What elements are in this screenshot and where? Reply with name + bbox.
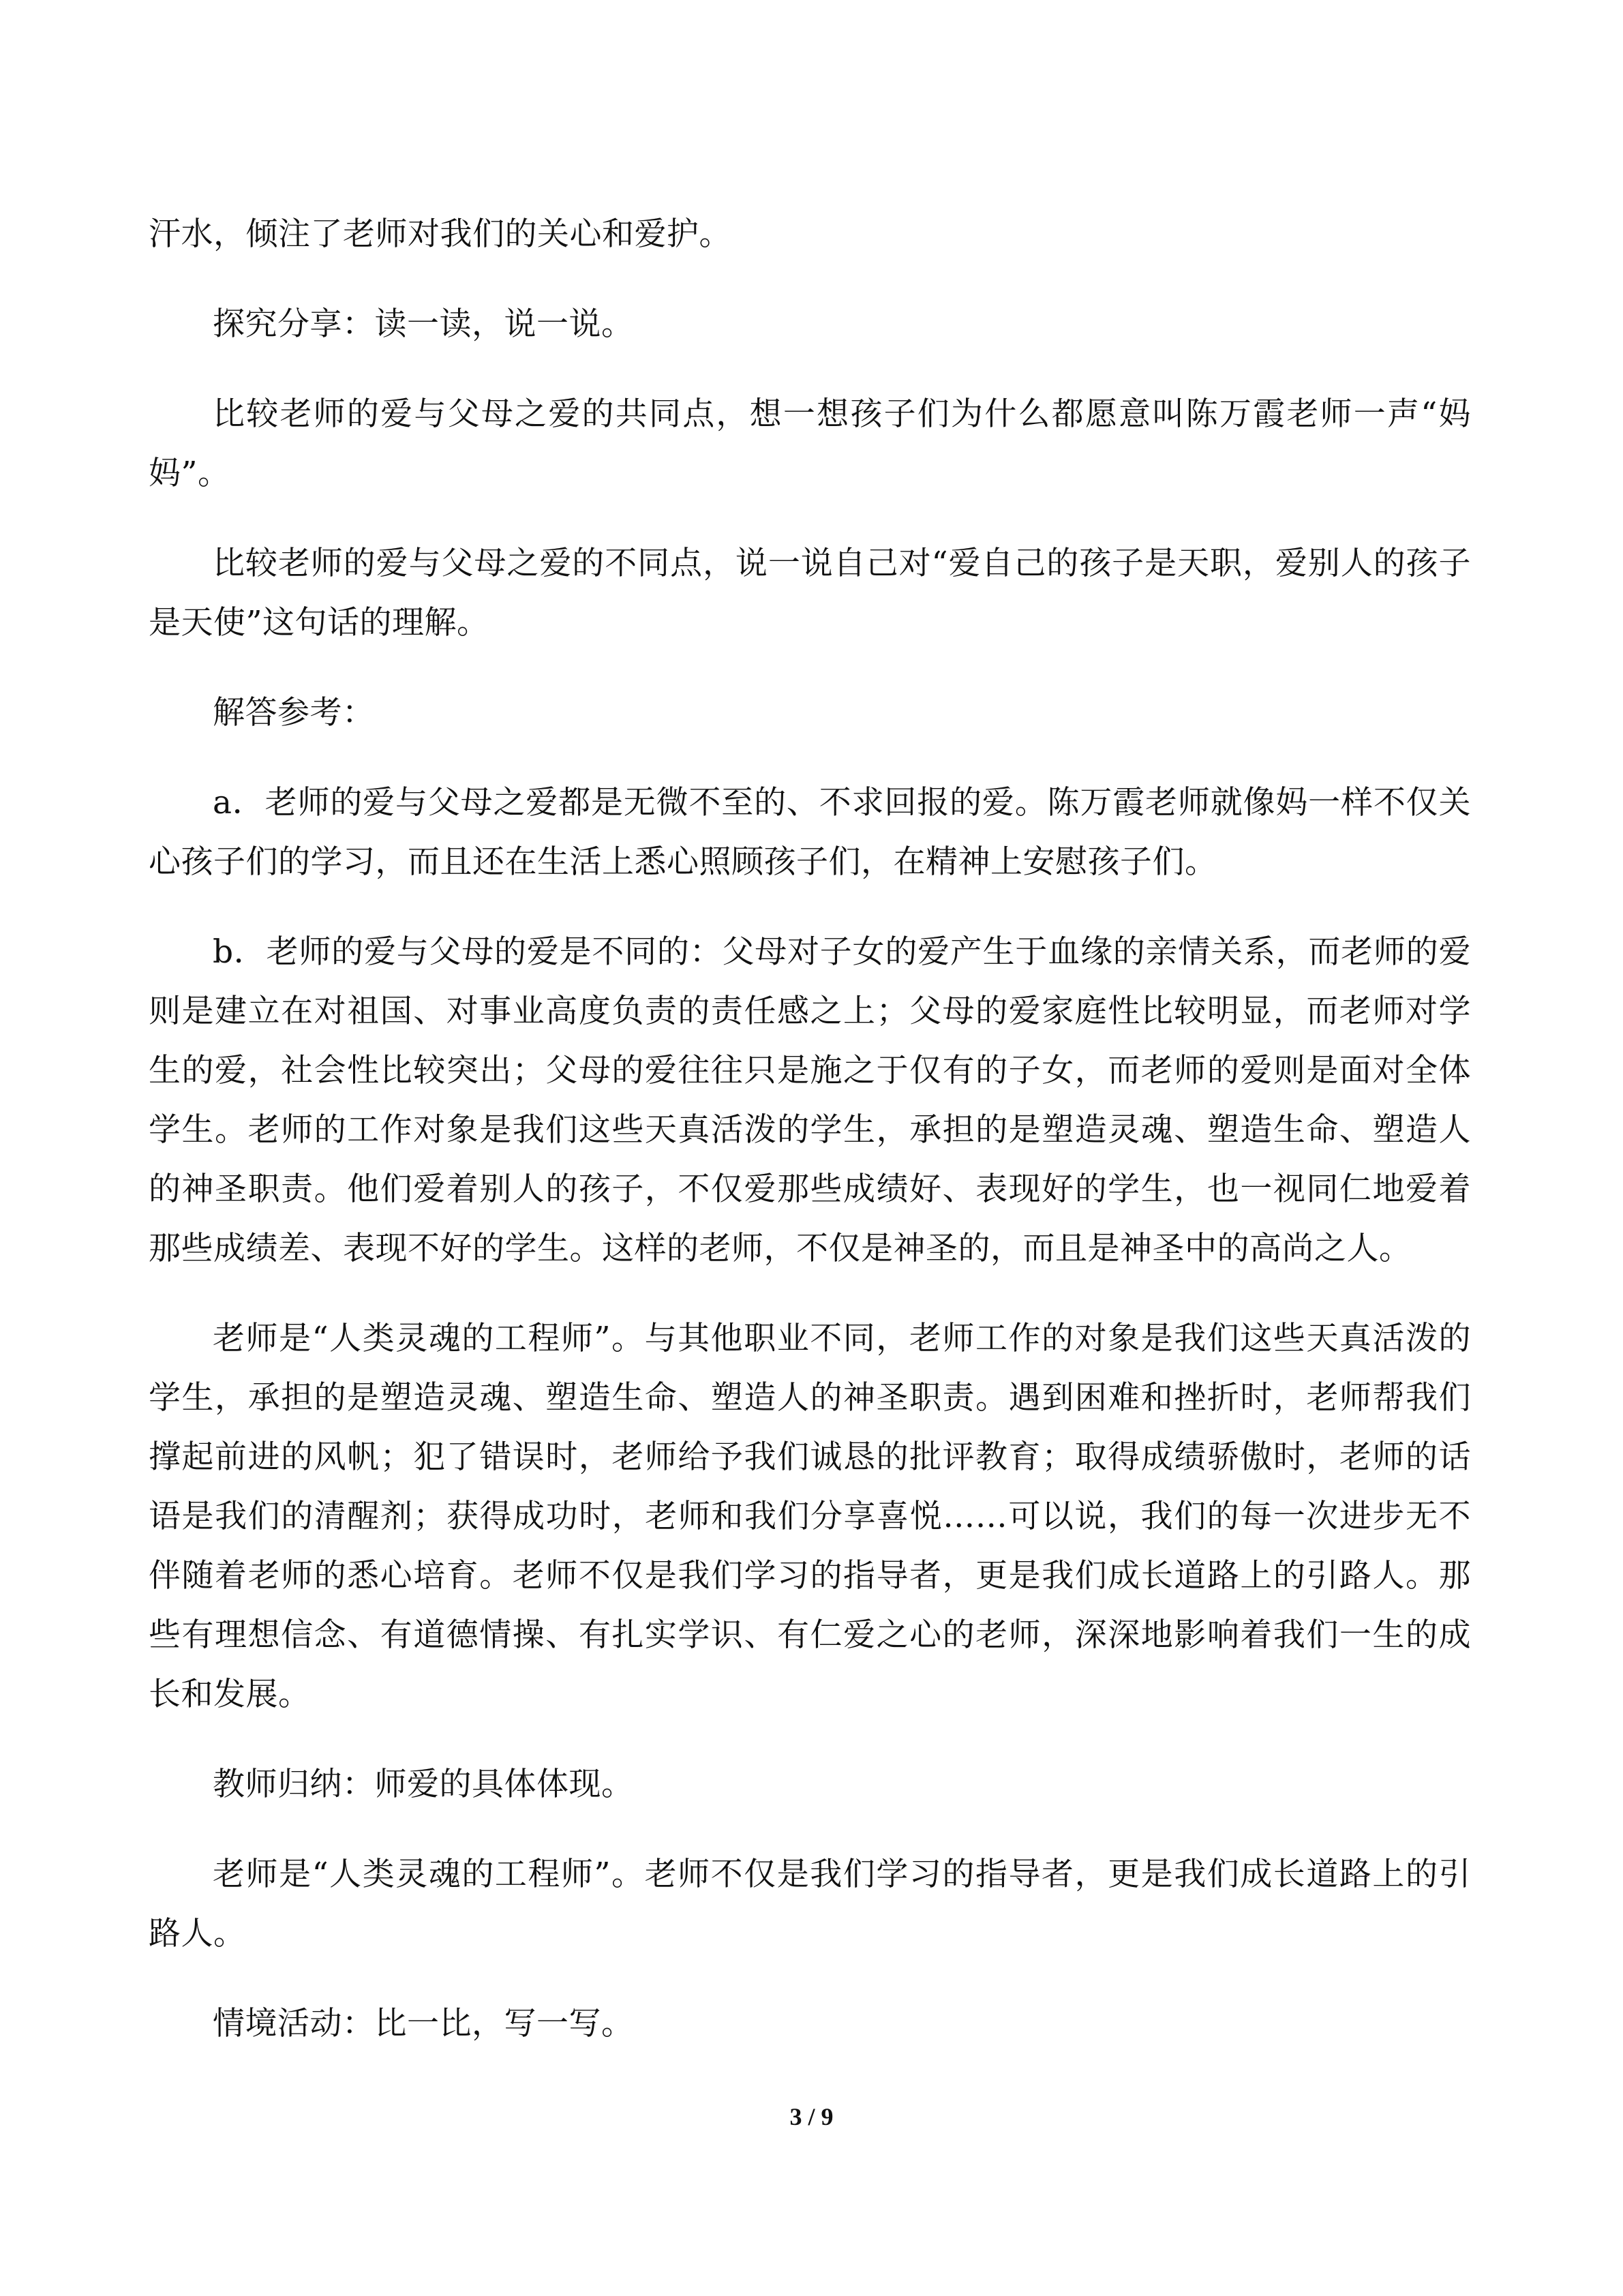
page-number: 3 / 9 [789, 2103, 834, 2130]
paragraph-teacher-guide: 老师是“人类灵魂的工程师”。老师不仅是我们学习的指导者，更是我们成长道路上的引路人。 [149, 1856, 1471, 1952]
paragraph-explore-share: 探究分享：读一读，说一说。 [213, 305, 634, 343]
paragraph-teacher-summary: 教师归纳：师爱的具体体现。 [213, 1766, 634, 1803]
paragraph-answer-b: b．老师的爱与父母的爱是不同的：父母对子女的爱产生于血缘的亲情关系，而老师的爱则是建立在对祖国、对事业高度负责的责任感之上；父母的爱家庭性比较明显，而老师对学生的爱，社会性比较突出；父母的爱往往只是施之于仅有的子女，而老师的爱则是面对全体学生。老师的工作对象是我们这些天真活泼的学生，承担的是塑造灵魂、塑造生命、塑造人的神圣职责。他们爱着别人的孩子，不仅爱那些成绩好、表现好的学生，也一视同仁地爱着那些成绩差、表现不好的学生。这样的老师，不仅是神圣的，而且是神圣中的高尚之人。 [149, 933, 1471, 1267]
paragraph-continuation: 汗水，倾注了老师对我们的关心和爱护。 [149, 215, 731, 253]
paragraph-answer-a: a．老师的爱与父母之爱都是无微不至的、不求回报的爱。陈万霞老师就像妈一样不仅关心孩子们的学习，而且还在生活上悉心照顾孩子们，在精神上安慰孩子们。 [149, 784, 1471, 881]
body-text [149, 205, 1471, 2084]
paragraph-situation-activity: 情境活动：比一比，写一写。 [213, 2005, 634, 2042]
paragraph-compare-difference: 比较老师的爱与父母之爱的不同点，说一说自己对“爱自己的孩子是天职，爱别人的孩子是天使”这句话的理解。 [149, 545, 1471, 641]
paragraph-compare-common: 比较老师的爱与父母之爱的共同点，想一想孩子们为什么都愿意叫陈万霞老师一声“妈妈”。 [149, 395, 1471, 492]
paragraph-teacher-engineer: 老师是“人类灵魂的工程师”。与其他职业不同，老师工作的对象是我们这些天真活泼的学生，承担的是塑造灵魂、塑造生命、塑造人的神圣职责。遇到困难和挫折时，老师帮我们撑起前进的风帆；犯了错误时，老师给予我们诚恳的批评教育；取得成绩骄傲时，老师的话语是我们的清醒剂；获得成功时，老师和我们分享喜悦……可以说，我们的每一次进步无不伴随着老师的悉心培育。老师不仅是我们学习的指导者，更是我们成长道路上的引路人。那些有理想信念、有道德情操、有扎实学识、有仁爱之心的老师，深深地影响着我们一生的成长和发展。 [149, 1320, 1471, 1713]
paragraph-answer-heading: 解答参考： [213, 694, 375, 731]
